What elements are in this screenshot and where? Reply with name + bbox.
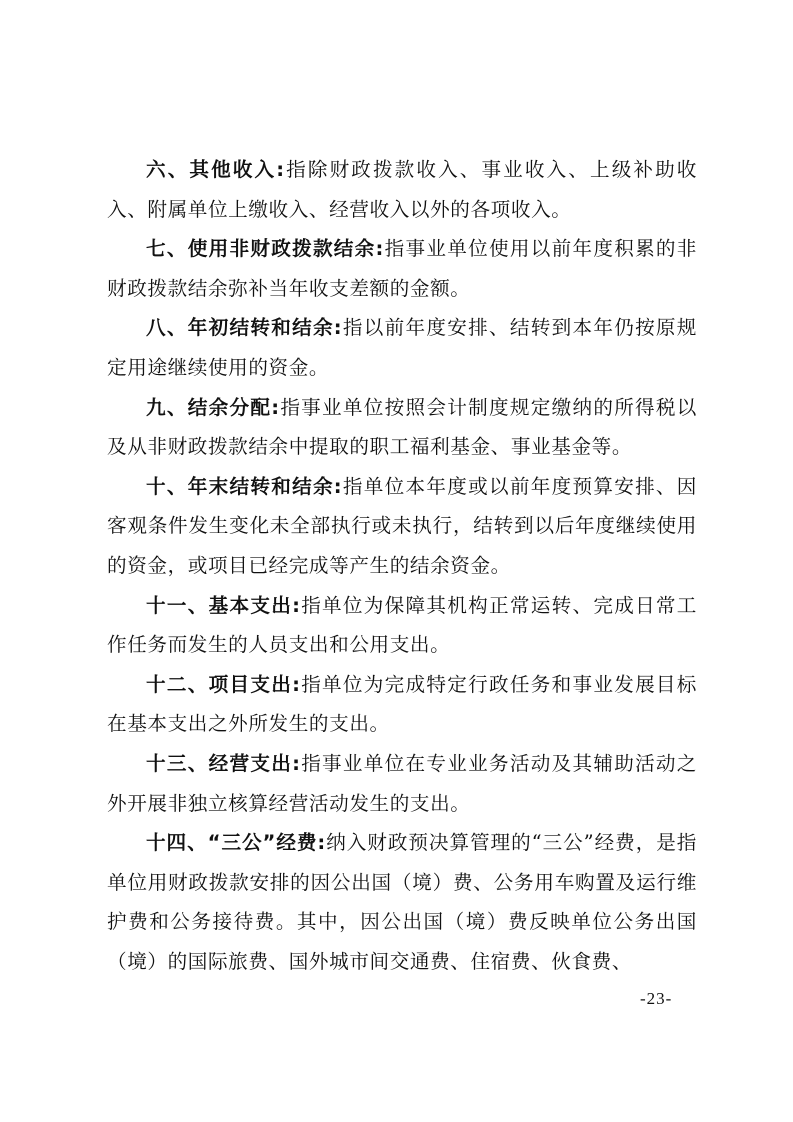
term-heading: 十三、经营支出: [146, 751, 301, 775]
term-heading: 七、使用非财政拨款结余: [146, 237, 384, 261]
term-definition: 指单位为完成特定行政任务和事业发展目标在基本支出之外所发生的支出。 [107, 672, 697, 736]
term-definition: 指单位为保障其机构正常运转、完成日常工作任务而发生的人员支出和公用支出。 [107, 593, 697, 657]
term-heading: 十二、项目支出: [146, 672, 301, 696]
page-number: -23- [640, 989, 673, 1008]
paragraph-three-public-expenses [107, 823, 697, 981]
term-heading: 六、其他收入: [146, 158, 285, 181]
term-heading: 十一、基本支出: [146, 593, 301, 617]
paragraph-basic-expenditure [107, 586, 697, 665]
term-heading: 八、年初结转和结余: [146, 316, 343, 340]
term-heading: 十、年末结转和结余: [146, 474, 343, 498]
term-definition: 纳入财政预决算管理的“三公”经费，是指单位用财政拨款安排的因公出国（境）费、公务用车购置及运行维护费和公务接待费。其中，因公出国（境）费反映单位公务出国（境）的国际旅费、国外城市间交通费、住宿费、伙食费、 [107, 831, 697, 973]
paragraph-year-end-carryover [107, 467, 697, 586]
paragraph-project-expenditure [107, 665, 697, 744]
term-definition: 指事业单位按照会计制度规定缴纳的所得税以及从非财政拨款结余中提取的职工福利基金、事业基金等。 [107, 395, 697, 459]
term-definition: 指除财政拨款收入、事业收入、上级补助收入、附属单位上缴收入、经营收入以外的各项收入。 [107, 158, 697, 221]
term-definition: 指以前年度安排、结转到本年仍按原规定用途继续使用的资金。 [107, 316, 697, 379]
paragraph-operating-expenditure [107, 744, 697, 823]
term-heading: 十四、“三公”经费: [146, 831, 326, 855]
term-heading: 九、结余分配: [146, 395, 280, 419]
term-definition: 指事业单位在专业业务活动及其辅助活动之外开展非独立核算经营活动发生的支出。 [107, 751, 697, 815]
document-body [107, 150, 697, 981]
paragraph-surplus-distribution [107, 388, 697, 467]
paragraph-other-income [107, 150, 697, 229]
paragraph-non-fiscal-surplus-use [107, 229, 697, 308]
term-definition: 指事业单位使用以前年度积累的非财政拨款结余弥补当年收支差额的金额。 [107, 237, 697, 300]
term-definition: 指单位本年度或以前年度预算安排、因客观条件发生变化未全部执行或未执行，结转到以后年度继续使用的资金，或项目已经完成等产生的结余资金。 [107, 474, 697, 577]
paragraph-beginning-carryover [107, 308, 697, 387]
